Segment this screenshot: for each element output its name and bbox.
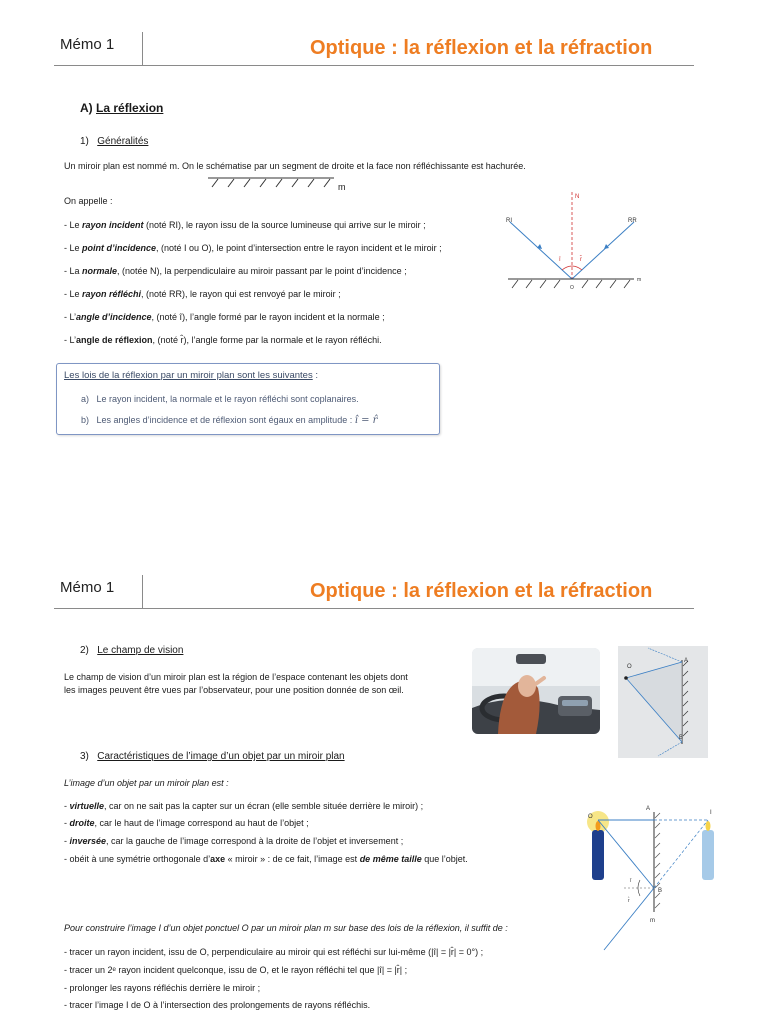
characteristic-item: - droite, car le haut de l’image correspond au haut de l’objet ;: [64, 818, 309, 828]
subsection-2-number: 2): [80, 645, 89, 656]
image-construction-diagram: [578, 800, 730, 964]
construction-step: - tracer un rayon incident, issu de O, perpendiculaire au miroir qui est réfléchi sur lui-même (|î| = |r̂| = 0°) ;: [64, 947, 484, 957]
definition-term: point d’incidence: [82, 243, 157, 253]
subsection-3-number: 3): [80, 751, 89, 762]
subsection-2-title: Le champ de vision: [97, 645, 184, 656]
memo-label: Mémo 1: [60, 36, 115, 53]
characteristic-term: de même taille: [359, 854, 422, 864]
candle-image: [702, 830, 714, 880]
construction-step: - tracer l’image I de O à l’intersection des prolongements de rayons réfléchis.: [64, 1000, 371, 1010]
subsection-3-heading: [80, 751, 345, 763]
champ-text-line: les images peuvent être vues par l’observateur, pour une position donnée de son œil.: [64, 685, 404, 695]
car-photo: [472, 648, 600, 734]
label-B: B: [679, 735, 684, 741]
label-A: A: [646, 806, 651, 812]
laws-box: [56, 363, 440, 435]
label-m: m: [650, 918, 655, 924]
definition-term: angle de réflexion: [76, 335, 153, 345]
page-title: Optique : la réflexion et la réfraction: [310, 37, 653, 59]
intro-text: Un miroir plan est nommé m. On le schématise par un segment de droite et la face non réfléchissante est hachurée.: [64, 161, 526, 171]
definition-term: rayon réfléchi: [82, 289, 142, 299]
champ-text-line: Le champ de vision d’un miroir plan est la région de l’espace contenant les objets dont: [64, 672, 408, 682]
characteristic-term: droite: [69, 818, 95, 828]
definition-item: - Le rayon réfléchi, (noté RR), le rayon qui est renvoyé par le miroir ;: [64, 289, 341, 299]
subsection-1-number: 1): [80, 136, 89, 147]
definition-item: - Le point d’incidence, (noté I ou O), le point d’intersection entre le rayon incident et le miroir ;: [64, 243, 442, 253]
header-divider: [142, 32, 143, 65]
definition-item: - L’angle d’incidence, (noté î), l’angle formé par le rayon incident et la normale ;: [64, 312, 385, 322]
label-I: I: [710, 810, 712, 816]
header-rule: [54, 65, 694, 66]
label-i: î: [559, 257, 561, 263]
label-i: î: [630, 878, 632, 884]
subsection-1-title: Généralités: [97, 136, 149, 147]
axe-word: axe: [210, 854, 226, 864]
law-formula: î = r̂: [354, 415, 378, 426]
characteristic-item: - obéit à une symétrie orthogonale d’axe « miroir » : de ce fait, l’image est de même taille que l’objet.: [64, 854, 468, 864]
incident-ray: [510, 222, 572, 279]
subsection-1-heading: [80, 136, 148, 148]
label-RR: RR: [628, 218, 637, 224]
label-m: m: [637, 277, 642, 283]
definition-term: angle d’incidence: [76, 312, 152, 322]
law-item: a) Le rayon incident, la normale et le rayon réfléchi sont coplanaires.: [81, 394, 359, 404]
construction-step: - tracer un 2ᵉ rayon incident quelconque, issu de O, et le rayon réfléchi tel que |î| = |r̂| ;: [64, 965, 408, 975]
mirror-symbol: [208, 175, 352, 191]
subsection-3-title: Caractéristiques de l’image d’un objet par un miroir plan: [97, 751, 345, 762]
header-divider: [142, 575, 143, 608]
reflected-arrow: [604, 244, 609, 249]
mirror-symbol-label: m: [338, 182, 346, 192]
section-a-prefix: A): [80, 101, 93, 115]
image-intro: L’image d’un objet par un miroir plan est :: [64, 778, 229, 788]
construction-intro: Pour construire l’image I d’un objet ponctuel O par un miroir plan m sur base des lois de la réflexion, il suffit de :: [64, 923, 508, 933]
construction-step: - prolonger les rayons réfléchis derrière le miroir ;: [64, 983, 261, 993]
law-item: b) Les angles d’incidence et de réflexion sont égaux en amplitude : î = r̂: [81, 415, 378, 426]
definition-term: rayon incident: [82, 220, 144, 230]
subsection-2-heading: [80, 645, 183, 657]
definition-item: - Le rayon incident (noté RI), le rayon issu de la source lumineuse qui arrive sur le miroir ;: [64, 220, 426, 230]
vision-field-diagram: [618, 646, 708, 758]
definition-item: - La normale, (notée N), la perpendiculaire au miroir passant par le point d’incidence ;: [64, 266, 407, 276]
characteristic-item: - inversée, car la gauche de l’image correspond à la droite de l’objet et inversement ;: [64, 836, 404, 846]
definition-item: - L’angle de réflexion, (noté r̂), l’angle forme par la normale et le rayon réfléchi.: [64, 335, 382, 345]
candle-object: [592, 830, 604, 880]
reflected-ray: [572, 222, 634, 279]
laws-title: Les lois de la réflexion par un miroir plan sont les suivantes: [64, 370, 313, 381]
label-RI: RI: [506, 218, 512, 224]
label-A: A: [684, 658, 689, 664]
laws-title-row: Les lois de la réflexion par un miroir plan sont les suivantes :: [64, 370, 318, 381]
incident-arrow: [537, 244, 542, 249]
label-B: B: [658, 888, 663, 894]
reflection-diagram: [500, 186, 650, 298]
header-rule: [54, 608, 694, 609]
section-a-title: La réflexion: [96, 101, 164, 115]
page-title: Optique : la réflexion et la réfraction: [310, 580, 653, 602]
label-O: O: [588, 814, 593, 820]
label-O: O: [627, 664, 632, 670]
memo-label: Mémo 1: [60, 579, 115, 596]
label-N: N: [575, 194, 580, 200]
on-appelle: On appelle :: [64, 196, 113, 206]
characteristic-term: virtuelle: [69, 801, 105, 811]
label-r: r̂: [628, 898, 630, 904]
characteristic-item: - virtuelle, car on ne sait pas la capter sur un écran (elle semble située derrière le miroir) ;: [64, 801, 424, 811]
section-a-heading: [80, 101, 163, 115]
label-r: r̂: [580, 257, 582, 263]
definition-term: normale: [82, 266, 118, 276]
label-O: O: [570, 285, 574, 291]
characteristic-term: inversée: [69, 836, 107, 846]
